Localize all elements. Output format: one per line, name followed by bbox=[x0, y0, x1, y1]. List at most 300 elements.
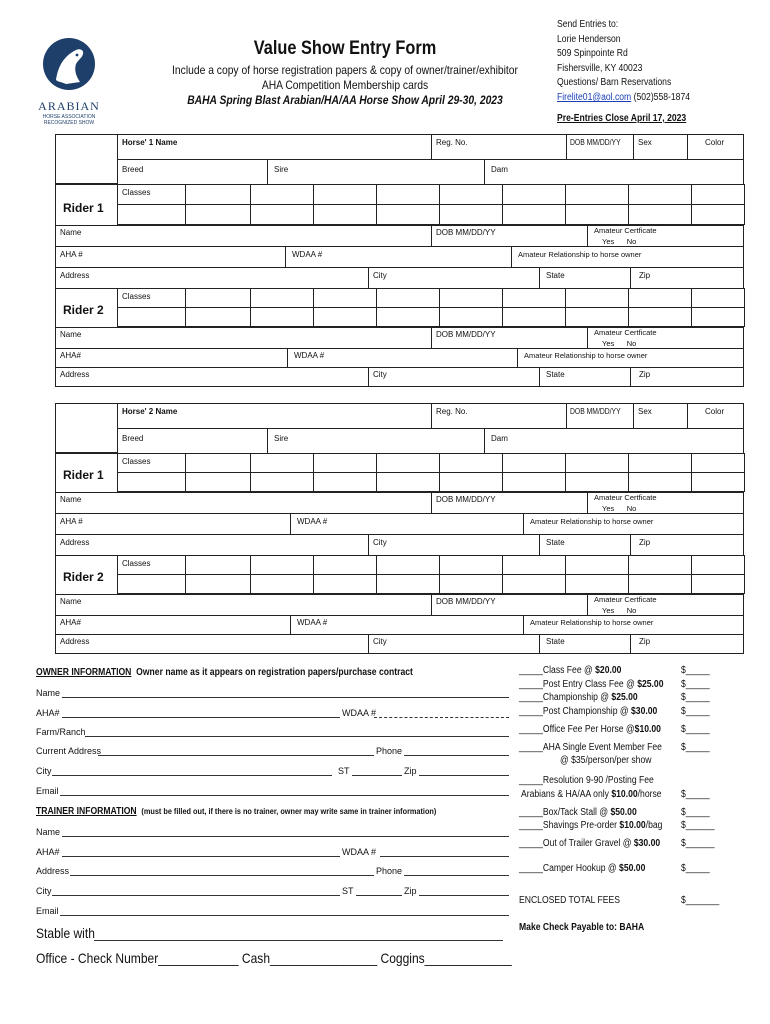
horse-2-dam-field[interactable] bbox=[484, 428, 744, 454]
h1-rider-2-class-cell[interactable] bbox=[250, 288, 314, 308]
logo-subtext-2: RECOGNIZED SHOW bbox=[43, 120, 95, 126]
h2-rider-1-class-cell[interactable] bbox=[250, 472, 314, 492]
fee-amount[interactable] bbox=[681, 742, 714, 753]
h2-rider-2-class-cell[interactable] bbox=[117, 555, 186, 575]
owner-st-label: ST bbox=[338, 766, 350, 776]
h2-rider-1-class-cell[interactable] bbox=[313, 472, 377, 492]
total-fees-amount[interactable]: $_______ bbox=[681, 895, 720, 906]
h2-rider-1-dob-field[interactable] bbox=[431, 492, 588, 514]
owner-zip-line[interactable] bbox=[419, 775, 509, 776]
zip-label: Zip bbox=[639, 637, 651, 646]
h2-rider-1-amateur-relationship[interactable] bbox=[523, 513, 744, 535]
owner-name-label: Name bbox=[36, 688, 61, 698]
fee-amount-text: $_____ bbox=[681, 665, 710, 676]
h2-rider-2-wdaa-field[interactable] bbox=[290, 615, 524, 635]
show-name: BAHA Spring Blast Arabian/HA/AA Horse Show April 29-30, 2023 bbox=[187, 93, 503, 107]
address-label: Address bbox=[60, 370, 90, 379]
trainer-name-line[interactable] bbox=[62, 836, 509, 837]
amateur-cert-label: Amateur Certficate bbox=[594, 493, 657, 502]
h1-rider-1-class-cell[interactable] bbox=[250, 184, 314, 205]
h2-rider-2-class-cell[interactable] bbox=[185, 574, 251, 594]
h2-rider-1-class-cell[interactable] bbox=[439, 453, 503, 473]
h1-rider-1-class-cell[interactable] bbox=[502, 184, 566, 205]
fee-amount[interactable] bbox=[681, 679, 714, 690]
rider-1-aha-field[interactable] bbox=[55, 246, 286, 268]
fee-row[interactable] bbox=[519, 724, 684, 735]
h2-rider-1-name-field[interactable] bbox=[55, 492, 432, 514]
trainer-info-subheading: (must be filled out, if there is no trainer, owner may write same in trainer information) bbox=[141, 806, 437, 816]
h1-rider-2-class-cell[interactable] bbox=[628, 307, 692, 327]
fee-amount[interactable] bbox=[681, 692, 714, 703]
rider-2-wdaa-field[interactable] bbox=[287, 348, 518, 368]
office-use-line: Office - Check Number____________ Cash________________ Coggins_____________ bbox=[36, 950, 512, 966]
h1-rider-2-class-cell[interactable] bbox=[117, 288, 186, 308]
h2-rider-2-class-cell[interactable] bbox=[691, 555, 745, 575]
trainer-email-line[interactable] bbox=[60, 915, 509, 916]
city-label: City bbox=[373, 538, 387, 547]
owner-address-label: Current Address bbox=[36, 746, 102, 756]
rider-2-state-field[interactable] bbox=[539, 367, 631, 387]
h2-rider-1-wdaa-field[interactable] bbox=[290, 513, 524, 535]
fee-label: Arabians & HA/AA only $10.00/horse bbox=[521, 789, 662, 800]
h2-rider-2-class-cell[interactable] bbox=[502, 574, 566, 594]
fee-row[interactable] bbox=[519, 665, 638, 676]
rider-1-amateur-relationship[interactable] bbox=[511, 246, 744, 268]
fee-row[interactable] bbox=[519, 863, 666, 874]
owner-wdaa-label: WDAA # bbox=[342, 708, 377, 718]
state-label: State bbox=[546, 271, 565, 280]
trainer-phone-label: Phone bbox=[376, 866, 403, 876]
rider-2-block-label bbox=[55, 288, 118, 328]
classes-label: Classes bbox=[122, 559, 151, 568]
trainer-wdaa-line[interactable] bbox=[380, 856, 509, 857]
fee-label: _____Office Fee Per Horse @$10.00 bbox=[519, 724, 661, 735]
trainer-city-label: City bbox=[36, 886, 52, 896]
h2-rider-1-class-cell[interactable] bbox=[376, 453, 440, 473]
trainer-zip-line[interactable] bbox=[419, 895, 509, 896]
h1-rider-2-class-cell[interactable] bbox=[691, 307, 745, 327]
fee-amount-text: $_____ bbox=[681, 863, 710, 874]
color-label: Color bbox=[705, 407, 725, 416]
send-to-name: Lorie Henderson bbox=[557, 33, 621, 45]
fee-label: @ $35/person/per show bbox=[560, 755, 652, 766]
h2-rider-2-class-cell[interactable] bbox=[250, 555, 314, 575]
h2-rider-2-class-cell[interactable] bbox=[376, 555, 440, 575]
fee-row[interactable] bbox=[519, 838, 683, 849]
h1-rider-1-class-cell[interactable] bbox=[185, 204, 251, 225]
h2-rider-2-name-field[interactable] bbox=[55, 594, 432, 616]
fee-amount-text: $______ bbox=[681, 838, 715, 849]
trainer-st-line[interactable] bbox=[356, 895, 402, 896]
h1-rider-1-class-cell[interactable] bbox=[313, 204, 377, 225]
h2-rider-2-class-cell[interactable] bbox=[250, 574, 314, 594]
owner-farm-label: Farm/Ranch bbox=[36, 727, 86, 737]
h2-rider-2-class-cell[interactable] bbox=[185, 555, 251, 575]
breed-label: Breed bbox=[122, 165, 144, 174]
h2-rider-1-class-cell[interactable] bbox=[628, 453, 692, 473]
fee-label: _____Post Entry Class Fee @ $25.00 bbox=[519, 679, 664, 690]
h1-rider-2-class-cell[interactable] bbox=[117, 307, 186, 327]
logo-subtext: HORSE ASSOCIATION bbox=[42, 114, 96, 120]
address-label: Address bbox=[60, 271, 90, 280]
rider-2-dob-field[interactable] bbox=[431, 327, 588, 349]
state-label: State bbox=[546, 370, 565, 379]
h2-rider-2-class-cell[interactable] bbox=[439, 555, 503, 575]
regno-label: Reg. No. bbox=[436, 407, 468, 416]
h1-rider-2-class-cell[interactable] bbox=[185, 288, 251, 308]
fee-amount[interactable] bbox=[681, 807, 714, 818]
horse-1-left-cell bbox=[55, 134, 118, 184]
h2-rider-2-address-field[interactable] bbox=[55, 634, 369, 654]
yes-no-label: Yes No bbox=[602, 237, 637, 246]
fee-amount[interactable] bbox=[681, 665, 714, 676]
amateur-relationship-label: Amateur Relationship to horse owner bbox=[530, 517, 654, 526]
h2-rider-1-class-cell[interactable] bbox=[691, 472, 745, 492]
h2-rider-2-class-cell[interactable] bbox=[313, 574, 377, 594]
wdaa-label: WDAA # bbox=[297, 618, 328, 627]
rider-1-wdaa-field[interactable] bbox=[285, 246, 512, 268]
owner-name-line[interactable] bbox=[62, 697, 509, 698]
h2-rider-1-class-cell[interactable] bbox=[691, 453, 745, 473]
h2-rider-1-class-cell[interactable] bbox=[117, 453, 186, 473]
yes-no-label: Yes No bbox=[602, 339, 637, 348]
h2-rider-1-class-cell[interactable] bbox=[313, 453, 377, 473]
horse-2-dob-field[interactable] bbox=[566, 403, 634, 429]
horse-1-sire-field[interactable] bbox=[267, 159, 485, 185]
h2-rider-2-class-cell[interactable] bbox=[691, 574, 745, 594]
pre-entry-deadline: Pre-Entries Close April 17, 2023 bbox=[557, 113, 687, 124]
h2-rider-2-state-field[interactable] bbox=[539, 634, 631, 654]
rider-1-amateur-cert[interactable] bbox=[587, 225, 744, 247]
h2-rider-2-amateur-relationship[interactable] bbox=[523, 615, 744, 635]
h1-rider-1-class-cell[interactable] bbox=[565, 184, 629, 205]
h2-rider-1-class-cell[interactable] bbox=[565, 453, 629, 473]
rider-2-label: Rider 2 bbox=[63, 570, 104, 584]
fee-amount-text: $_____ bbox=[681, 679, 710, 690]
owner-city-label: City bbox=[36, 766, 52, 776]
fee-row[interactable] bbox=[519, 706, 680, 717]
h1-rider-1-class-cell[interactable] bbox=[117, 204, 186, 225]
h1-rider-1-class-cell[interactable] bbox=[376, 184, 440, 205]
questions-label: Questions/ Barn Reservations bbox=[557, 77, 672, 89]
fee-row[interactable] bbox=[519, 742, 685, 753]
h1-rider-2-class-cell[interactable] bbox=[439, 307, 503, 327]
city-label: City bbox=[373, 370, 387, 379]
h2-rider-1-class-cell[interactable] bbox=[439, 472, 503, 492]
fee-amount[interactable] bbox=[681, 789, 714, 800]
rider-2-amateur-relationship[interactable] bbox=[517, 348, 744, 368]
owner-zip-label: Zip bbox=[404, 766, 417, 776]
h2-rider-2-aha-field[interactable] bbox=[55, 615, 291, 635]
dob-label: DOB MM/DD/YY bbox=[570, 138, 621, 147]
h1-rider-2-class-cell[interactable] bbox=[502, 288, 566, 308]
classes-label: Classes bbox=[122, 457, 151, 466]
wdaa-label: WDAA # bbox=[297, 517, 328, 526]
sex-label: Sex bbox=[638, 407, 652, 416]
h2-rider-2-class-cell[interactable] bbox=[502, 555, 566, 575]
dob-label: DOB MM/DD/YY bbox=[436, 330, 496, 339]
fee-label: _____Post Championship @ $30.00 bbox=[519, 706, 658, 717]
sex-label: Sex bbox=[638, 138, 652, 147]
dam-label: Dam bbox=[491, 165, 508, 174]
h2-rider-1-address-field[interactable] bbox=[55, 534, 369, 556]
h1-rider-2-class-cell[interactable] bbox=[376, 288, 440, 308]
dob-label: DOB MM/DD/YY bbox=[436, 495, 496, 504]
h2-rider-1-class-cell[interactable] bbox=[185, 453, 251, 473]
horse-1-name-field[interactable] bbox=[117, 134, 432, 160]
rider-1-dob-field[interactable] bbox=[431, 225, 588, 247]
owner-email-label: Email bbox=[36, 786, 59, 796]
h1-rider-2-class-cell[interactable] bbox=[313, 288, 377, 308]
instruction-line-1: Include a copy of horse registration papers & copy of owner/trainer/exhibitor bbox=[172, 63, 518, 77]
rider-1-address-field[interactable] bbox=[55, 267, 369, 289]
horse-1-dob-field[interactable] bbox=[566, 134, 634, 160]
rider-1-zip-field[interactable] bbox=[630, 267, 744, 289]
classes-label: Classes bbox=[122, 292, 151, 301]
fee-label: _____Resolution 9-90 /Posting Fee bbox=[519, 775, 654, 786]
trainer-aha-line[interactable] bbox=[62, 856, 340, 857]
h2-rider-1-class-cell[interactable] bbox=[565, 472, 629, 492]
fee-row[interactable] bbox=[521, 789, 684, 800]
horse-1-name-label: Horse' 1 Name bbox=[122, 138, 178, 147]
aha-label: AHA # bbox=[60, 250, 83, 259]
h2-rider-1-city-field[interactable] bbox=[368, 534, 540, 556]
fee-row[interactable] bbox=[519, 775, 676, 786]
rider-2-zip-field[interactable] bbox=[630, 367, 744, 387]
fee-amount[interactable] bbox=[681, 724, 714, 735]
aha-label: AHA# bbox=[60, 351, 81, 360]
h1-rider-2-class-cell[interactable] bbox=[628, 288, 692, 308]
h2-rider-1-block-label bbox=[55, 453, 118, 493]
rider-1-label: Rider 1 bbox=[63, 468, 104, 482]
h2-rider-1-state-field[interactable] bbox=[539, 534, 631, 556]
stable-with-line[interactable] bbox=[94, 940, 503, 941]
trainer-aha-label: AHA# bbox=[36, 847, 60, 857]
h1-rider-1-class-cell[interactable] bbox=[117, 184, 186, 205]
dob-label: DOB MM/DD/YY bbox=[436, 228, 496, 237]
fee-label: _____Championship @ $25.00 bbox=[519, 692, 638, 703]
owner-email-line[interactable] bbox=[60, 795, 509, 796]
h1-rider-2-class-cell[interactable] bbox=[439, 288, 503, 308]
h2-rider-1-class-cell[interactable] bbox=[502, 472, 566, 492]
h2-rider-1-amateur-cert[interactable] bbox=[587, 492, 744, 514]
h1-rider-1-class-cell[interactable] bbox=[185, 184, 251, 205]
owner-aha-label: AHA# bbox=[36, 708, 60, 718]
rider-2-name-field[interactable] bbox=[55, 327, 432, 349]
state-label: State bbox=[546, 637, 565, 646]
h2-rider-2-class-cell[interactable] bbox=[439, 574, 503, 594]
h2-rider-2-city-field[interactable] bbox=[368, 634, 540, 654]
logo-text: ARABIAN bbox=[38, 99, 100, 113]
h1-rider-2-class-cell[interactable] bbox=[565, 288, 629, 308]
h2-rider-1-class-cell[interactable] bbox=[117, 472, 186, 492]
rider-2-amateur-cert[interactable] bbox=[587, 327, 744, 349]
send-to-city: Fishersville, KY 40023 bbox=[557, 62, 643, 74]
h1-rider-2-class-cell[interactable] bbox=[376, 307, 440, 327]
h1-rider-1-class-cell[interactable] bbox=[502, 204, 566, 225]
owner-st-line[interactable] bbox=[352, 775, 402, 776]
yes-no-label: Yes No bbox=[602, 504, 637, 513]
name-label: Name bbox=[60, 330, 82, 339]
fee-amount-text: $_____ bbox=[681, 724, 710, 735]
h2-rider-2-class-cell[interactable] bbox=[313, 555, 377, 575]
sire-label: Sire bbox=[274, 434, 289, 443]
horse-1-regno-field[interactable] bbox=[431, 134, 567, 160]
h1-rider-2-class-cell[interactable] bbox=[185, 307, 251, 327]
instruction-line-2: AHA Competition Membership cards bbox=[261, 78, 429, 92]
aha-label: AHA # bbox=[60, 517, 83, 526]
h1-rider-1-class-cell[interactable] bbox=[250, 204, 314, 225]
fee-amount[interactable] bbox=[681, 706, 714, 717]
yes-no-label: Yes No bbox=[602, 606, 637, 615]
h2-rider-2-block-label bbox=[55, 555, 118, 595]
h1-rider-1-class-cell[interactable] bbox=[439, 184, 503, 205]
horse-2-regno-field[interactable] bbox=[431, 403, 567, 429]
h2-rider-2-class-cell[interactable] bbox=[628, 555, 692, 575]
h2-rider-2-class-cell[interactable] bbox=[376, 574, 440, 594]
rider-2-address-field[interactable] bbox=[55, 367, 369, 387]
breed-label: Breed bbox=[122, 434, 144, 443]
aha-label: AHA# bbox=[60, 618, 81, 627]
send-to-street: 509 Spinpointe Rd bbox=[557, 48, 628, 60]
owner-farm-line[interactable] bbox=[85, 736, 509, 737]
h2-rider-2-amateur-cert[interactable] bbox=[587, 594, 744, 616]
trainer-zip-label: Zip bbox=[404, 886, 417, 896]
rider-2-aha-field[interactable] bbox=[55, 348, 288, 368]
rider-1-state-field[interactable] bbox=[539, 267, 631, 289]
rider-1-block-label bbox=[55, 184, 118, 226]
h2-rider-2-zip-field[interactable] bbox=[630, 634, 744, 654]
horse-2-breed-field[interactable] bbox=[117, 428, 268, 454]
h2-rider-1-class-cell[interactable] bbox=[376, 472, 440, 492]
h1-rider-2-class-cell[interactable] bbox=[565, 307, 629, 327]
fee-row[interactable] bbox=[560, 755, 666, 766]
h2-rider-1-class-cell[interactable] bbox=[628, 472, 692, 492]
address-label: Address bbox=[60, 538, 90, 547]
regno-label: Reg. No. bbox=[436, 138, 468, 147]
h2-rider-1-zip-field[interactable] bbox=[630, 534, 744, 556]
owner-city-line[interactable] bbox=[52, 775, 332, 776]
payable-to: Make Check Payable to: BAHA bbox=[519, 922, 645, 933]
horse-1-color-field[interactable] bbox=[687, 134, 744, 160]
h1-rider-1-class-cell[interactable] bbox=[691, 204, 745, 225]
fee-amount-text: $_____ bbox=[681, 789, 710, 800]
h2-rider-1-class-cell[interactable] bbox=[250, 453, 314, 473]
rider-1-city-field[interactable] bbox=[368, 267, 540, 289]
fee-row[interactable] bbox=[519, 692, 657, 703]
fee-label: _____Shavings Pre-order $10.00/bag bbox=[519, 820, 663, 831]
trainer-city-line[interactable] bbox=[52, 895, 340, 896]
rider-1-label: Rider 1 bbox=[63, 201, 104, 215]
h1-rider-2-class-cell[interactable] bbox=[250, 307, 314, 327]
h2-rider-2-dob-field[interactable] bbox=[431, 594, 588, 616]
aha-logo bbox=[38, 36, 100, 126]
wdaa-label: WDAA # bbox=[292, 250, 323, 259]
h2-rider-2-class-cell[interactable] bbox=[117, 574, 186, 594]
zip-label: Zip bbox=[639, 370, 651, 379]
fee-amount[interactable] bbox=[681, 838, 720, 849]
classes-label: Classes bbox=[122, 188, 151, 197]
contact-phone: (502)558-1874 bbox=[633, 91, 691, 103]
horse-2-name-field[interactable] bbox=[117, 403, 432, 429]
email-link[interactable]: Firelite01@aol.com bbox=[557, 91, 632, 103]
fee-amount[interactable] bbox=[681, 863, 714, 874]
h2-rider-1-aha-field[interactable] bbox=[55, 513, 291, 535]
state-label: State bbox=[546, 538, 565, 547]
trainer-address-line[interactable] bbox=[70, 875, 374, 876]
horse-1-dam-field[interactable] bbox=[484, 159, 744, 185]
sire-label: Sire bbox=[274, 165, 289, 174]
trainer-name-label: Name bbox=[36, 827, 61, 837]
wdaa-label: WDAA # bbox=[294, 351, 325, 360]
fee-row[interactable] bbox=[519, 679, 687, 690]
amateur-cert-label: Amateur Certficate bbox=[594, 226, 657, 235]
trainer-email-label: Email bbox=[36, 906, 59, 916]
horse-2-sex-field[interactable] bbox=[633, 403, 688, 429]
trainer-info-heading: TRAINER INFORMATION bbox=[36, 806, 137, 817]
stable-with-label: Stable with bbox=[36, 925, 95, 941]
h1-rider-1-class-cell[interactable] bbox=[628, 204, 692, 225]
owner-address-line[interactable] bbox=[98, 755, 374, 756]
h2-rider-1-class-cell[interactable] bbox=[502, 453, 566, 473]
total-fees-label: ENCLOSED TOTAL FEES bbox=[519, 895, 621, 906]
owner-info-subheading: Owner name as it appears on registration papers/purchase contract bbox=[136, 667, 413, 678]
h1-rider-2-class-cell[interactable] bbox=[313, 307, 377, 327]
h1-rider-1-class-cell[interactable] bbox=[691, 184, 745, 205]
h2-rider-2-class-cell[interactable] bbox=[628, 574, 692, 594]
amateur-relationship-label: Amateur Relationship to horse owner bbox=[518, 250, 642, 259]
owner-aha-line[interactable] bbox=[62, 717, 340, 718]
owner-phone-label: Phone bbox=[376, 746, 403, 756]
h2-rider-1-class-cell[interactable] bbox=[185, 472, 251, 492]
page-title: Value Show Entry Form bbox=[253, 38, 437, 59]
amateur-relationship-label: Amateur Relationship to horse owner bbox=[530, 618, 654, 627]
owner-phone-line[interactable] bbox=[404, 755, 509, 756]
h1-rider-1-class-cell[interactable] bbox=[565, 204, 629, 225]
dob-label: DOB MM/DD/YY bbox=[570, 407, 621, 416]
rider-2-city-field[interactable] bbox=[368, 367, 540, 387]
fee-label: _____Class Fee @ $20.00 bbox=[519, 665, 622, 676]
h1-rider-1-class-cell[interactable] bbox=[376, 204, 440, 225]
h1-rider-1-class-cell[interactable] bbox=[628, 184, 692, 205]
rider-1-name-field[interactable] bbox=[55, 225, 432, 247]
fee-amount-text: $______ bbox=[681, 820, 715, 831]
trainer-phone-line[interactable] bbox=[404, 875, 509, 876]
h2-rider-2-class-cell[interactable] bbox=[565, 574, 629, 594]
horse-2-color-field[interactable] bbox=[687, 403, 744, 429]
h1-rider-2-class-cell[interactable] bbox=[691, 288, 745, 308]
h1-rider-1-class-cell[interactable] bbox=[439, 204, 503, 225]
horse-1-breed-field[interactable] bbox=[117, 159, 268, 185]
horse-1-sex-field[interactable] bbox=[633, 134, 688, 160]
send-to-label: Send Entries to: bbox=[557, 19, 619, 30]
fee-label: _____Camper Hookup @ $50.00 bbox=[519, 863, 646, 874]
amateur-cert-label: Amateur Certficate bbox=[594, 595, 657, 604]
horse-2-name-label: Horse' 2 Name bbox=[122, 407, 178, 416]
owner-wdaa-line[interactable] bbox=[374, 717, 509, 718]
trainer-st-label: ST bbox=[342, 886, 354, 896]
city-label: City bbox=[373, 637, 387, 646]
fee-amount[interactable] bbox=[681, 820, 720, 831]
h1-rider-2-class-cell[interactable] bbox=[502, 307, 566, 327]
zip-label: Zip bbox=[639, 271, 651, 280]
fee-row[interactable] bbox=[519, 820, 686, 831]
fee-row[interactable] bbox=[519, 807, 656, 818]
h1-rider-1-class-cell[interactable] bbox=[313, 184, 377, 205]
horse-2-sire-field[interactable] bbox=[267, 428, 485, 454]
fee-label: _____AHA Single Event Member Fee bbox=[519, 742, 662, 753]
h2-rider-2-class-cell[interactable] bbox=[565, 555, 629, 575]
